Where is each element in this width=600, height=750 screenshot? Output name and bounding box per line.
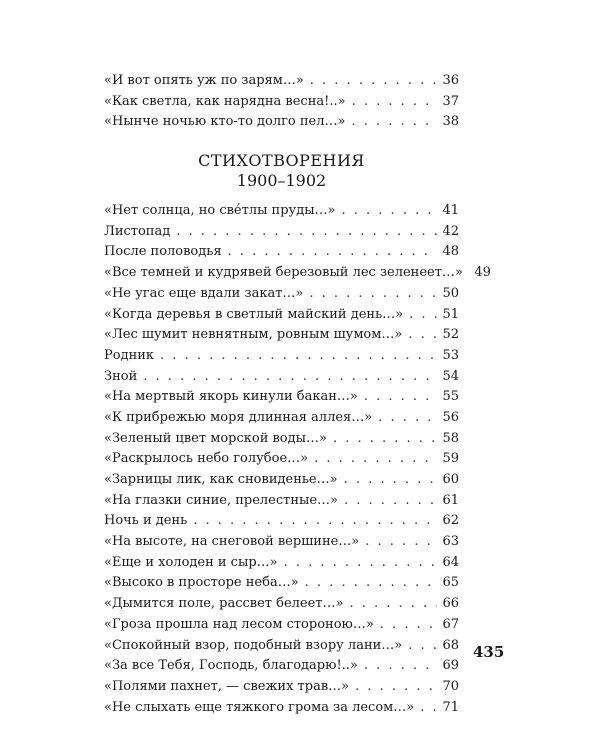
toc-entry bbox=[104, 387, 459, 408]
dot-leader bbox=[364, 387, 437, 408]
toc-entry bbox=[104, 429, 459, 450]
toc-entry bbox=[104, 305, 459, 326]
toc-entry-page: 65 bbox=[442, 575, 459, 591]
section-heading bbox=[104, 151, 459, 191]
toc-entry bbox=[104, 491, 459, 512]
toc-entry-page: 38 bbox=[442, 114, 459, 130]
toc-entry-title: «Не угас еще вдали закат…» bbox=[104, 285, 304, 301]
toc-entry bbox=[104, 449, 459, 470]
toc-entry-page: 50 bbox=[442, 285, 459, 301]
toc-entry-title: «На глазки синие, прелестные…» bbox=[104, 492, 338, 508]
toc-entry-title: «За все Тебя, Господь, благодарю!..» bbox=[104, 658, 358, 674]
toc-entry bbox=[104, 346, 459, 367]
dot-leader bbox=[176, 222, 437, 243]
dot-leader bbox=[365, 532, 437, 553]
toc-entry bbox=[104, 573, 459, 594]
toc-entry-title: «Когда деревья в светлый майский день…» bbox=[104, 306, 404, 322]
toc-entry-title: «Лес шумит невнятным, ровным шумом…» bbox=[104, 327, 403, 343]
toc-entry bbox=[104, 511, 459, 532]
toc-entry bbox=[104, 263, 491, 284]
toc-entry bbox=[104, 636, 459, 657]
page-number: 435 bbox=[473, 643, 505, 661]
toc-entry bbox=[104, 92, 459, 113]
dot-leader bbox=[378, 408, 437, 429]
toc-entry-title: «Зеленый цвет морской воды…» bbox=[104, 430, 327, 446]
dot-leader bbox=[351, 112, 437, 133]
toc-entry-title: «Дымится поле, рассвет белеет…» bbox=[104, 596, 344, 612]
toc-entry-title: «Еще и холоден и сыр…» bbox=[104, 554, 278, 570]
toc-entry-page: 48 bbox=[442, 244, 459, 260]
toc-entry-title: «На высоте, на снеговой вершине…» bbox=[104, 534, 360, 550]
toc-entry-title: Листопад bbox=[104, 223, 171, 239]
dot-leader bbox=[408, 325, 437, 346]
toc-entry-page: 37 bbox=[442, 93, 459, 109]
dot-leader bbox=[193, 511, 437, 532]
toc-entry-page: 42 bbox=[442, 223, 459, 239]
toc-entry-page: 62 bbox=[442, 513, 459, 529]
dot-leader bbox=[342, 201, 438, 222]
toc-entry-title: «Раскрылось небо голубое…» bbox=[104, 451, 309, 467]
toc-entry-title: Родник bbox=[104, 347, 155, 363]
toc-entry-page: 51 bbox=[442, 306, 459, 322]
toc-entry bbox=[104, 325, 459, 346]
dot-leader bbox=[364, 656, 437, 677]
dot-leader bbox=[344, 491, 437, 512]
toc-entry bbox=[104, 553, 459, 574]
toc-entry-page: 61 bbox=[442, 492, 459, 508]
dot-leader bbox=[380, 615, 437, 636]
toc-entry-page: 53 bbox=[442, 347, 459, 363]
toc-entry bbox=[104, 615, 459, 636]
toc-entry bbox=[104, 367, 459, 388]
toc-entry-title: «На мертвый якорь кинули бакан…» bbox=[104, 389, 358, 405]
toc-entry-page: 68 bbox=[442, 637, 459, 653]
dot-leader bbox=[305, 573, 437, 594]
toc-entry-title: «Спокойный взор, подобный взору лани…» bbox=[104, 637, 403, 653]
toc-entry bbox=[104, 242, 459, 263]
toc-entry-page: 52 bbox=[442, 327, 459, 343]
toc-entry-title: «Нет солнца, но свéтлы пруды…» bbox=[104, 203, 336, 219]
toc-entry-title: «Гроза прошла над лесом стороною…» bbox=[104, 616, 374, 632]
toc-entry-page: 54 bbox=[442, 368, 459, 384]
toc-entry-page: 41 bbox=[442, 203, 459, 219]
dot-leader bbox=[228, 242, 437, 263]
dot-leader bbox=[408, 636, 437, 657]
toc-entry-page: 55 bbox=[442, 389, 459, 405]
toc-entry bbox=[104, 201, 459, 222]
toc-entry-title: Зной bbox=[104, 368, 138, 384]
toc-entry-page: 49 bbox=[474, 265, 491, 281]
toc-entry-page: 64 bbox=[442, 554, 459, 570]
toc-entry-title: «Полями пахнет, — свежих трав…» bbox=[104, 678, 350, 694]
toc-entry-title: «Нынче ночью кто-то долго пел…» bbox=[104, 114, 346, 130]
toc-entry-page: 63 bbox=[442, 534, 459, 550]
toc-entry-title: «Как светла, как нарядна весна!..» bbox=[104, 93, 346, 109]
toc-entry-title: После половодья bbox=[104, 244, 222, 260]
toc-entry-page: 60 bbox=[442, 472, 459, 487]
toc-list-previous-section bbox=[104, 71, 459, 133]
toc-entry bbox=[104, 470, 459, 491]
dot-leader bbox=[160, 346, 437, 367]
dot-leader bbox=[284, 553, 437, 574]
dot-leader bbox=[333, 429, 437, 450]
toc-entry-title: Ночь и день bbox=[104, 513, 188, 529]
toc-entry bbox=[104, 594, 459, 615]
toc-entry-page: 56 bbox=[442, 409, 459, 425]
toc-entry-page: 69 bbox=[442, 658, 459, 674]
toc-entry-page: 36 bbox=[442, 73, 459, 88]
toc-entry-title: «Не слыхать еще тяжкого грома за лесом…» bbox=[104, 699, 415, 715]
dot-leader bbox=[420, 698, 437, 719]
toc-entry-title: «И вот опять уж по зарям…» bbox=[104, 73, 304, 88]
toc-entry bbox=[104, 532, 459, 553]
toc-entry-title: «К прибрежью моря длинная аллея…» bbox=[104, 409, 373, 425]
dot-leader bbox=[349, 594, 437, 615]
dot-leader bbox=[143, 367, 437, 388]
toc-entry-page: 66 bbox=[442, 596, 459, 612]
toc-entry-page: 59 bbox=[442, 451, 459, 467]
toc-entry bbox=[104, 677, 459, 698]
toc-entry-title: «Высоко в просторе неба…» bbox=[104, 575, 299, 591]
dot-leader bbox=[314, 449, 437, 470]
toc-entry-title: «Все темней и кудрявей березовый лес зеленеет…» bbox=[104, 265, 463, 281]
toc-entry-page: 58 bbox=[442, 430, 459, 446]
section-title: СТИХОТВОРЕНИЯ bbox=[198, 151, 365, 171]
dot-leader bbox=[344, 470, 437, 491]
toc-entry bbox=[104, 656, 459, 677]
dot-leader bbox=[409, 305, 437, 326]
toc-entry bbox=[104, 408, 459, 429]
section-years: 1900–1902 bbox=[236, 171, 327, 191]
toc-entry bbox=[104, 284, 459, 305]
toc-entry bbox=[104, 698, 459, 719]
dot-leader bbox=[355, 677, 437, 698]
toc-entry-title: «Зарницы лик, как сновиденье…» bbox=[104, 472, 338, 487]
toc-entry bbox=[104, 112, 459, 133]
dot-leader bbox=[310, 71, 437, 92]
toc-entry-page: 67 bbox=[442, 616, 459, 632]
toc-entry bbox=[104, 222, 459, 243]
toc-entry bbox=[104, 71, 459, 92]
dot-leader bbox=[352, 92, 437, 113]
toc-entry-page: 70 bbox=[442, 678, 459, 694]
dot-leader bbox=[309, 284, 437, 305]
toc-entry-page: 71 bbox=[442, 699, 459, 715]
